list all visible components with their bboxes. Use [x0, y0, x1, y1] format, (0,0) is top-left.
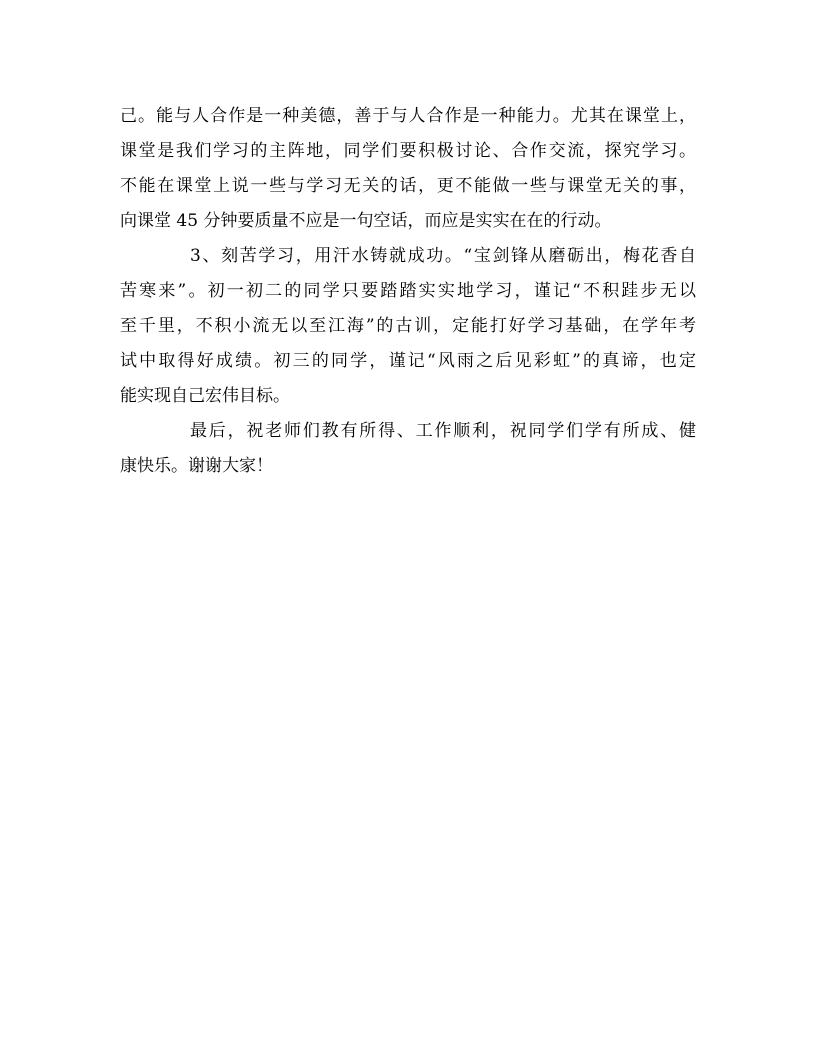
paragraph-closing	[120, 414, 696, 484]
text-line: 能实现自己宏伟目标。	[120, 386, 290, 406]
text-line: 课堂是我们学习的主阵地，同学们要积极讨论、合作交流，探究学习。	[120, 141, 696, 161]
paragraph-cooperation	[120, 99, 696, 239]
paragraph-hard-study	[120, 239, 696, 414]
text-line: 向课堂 45 分钟要质量不应是一句空话，而应是实实在在的行动。	[120, 211, 612, 231]
text-line: 3、刻苦学习，用汗水铸就成功。“宝剑锋从磨砺出，梅花香自	[190, 246, 696, 266]
text-line: 不能在课堂上说一些与学习无关的话，更不能做一些与课堂无关的事，	[120, 176, 696, 196]
document-body	[120, 99, 696, 484]
text-line: 苦寒来”。初一初二的同学只要踏踏实实地学习，谨记“不积跬步无以	[120, 281, 696, 301]
text-line: 康快乐。谢谢大家！	[120, 456, 273, 476]
text-line: 试中取得好成绩。初三的同学，谨记“风雨之后见彩虹”的真谛，也定	[120, 351, 696, 371]
text-line: 己。能与人合作是一种美德，善于与人合作是一种能力。尤其在课堂上，	[120, 106, 696, 126]
text-line: 至千里，不积小流无以至江海”的古训，定能打好学习基础，在学年考	[120, 316, 696, 336]
text-line: 最后，祝老师们教有所得、工作顺利，祝同学们学有所成、健	[190, 421, 696, 441]
